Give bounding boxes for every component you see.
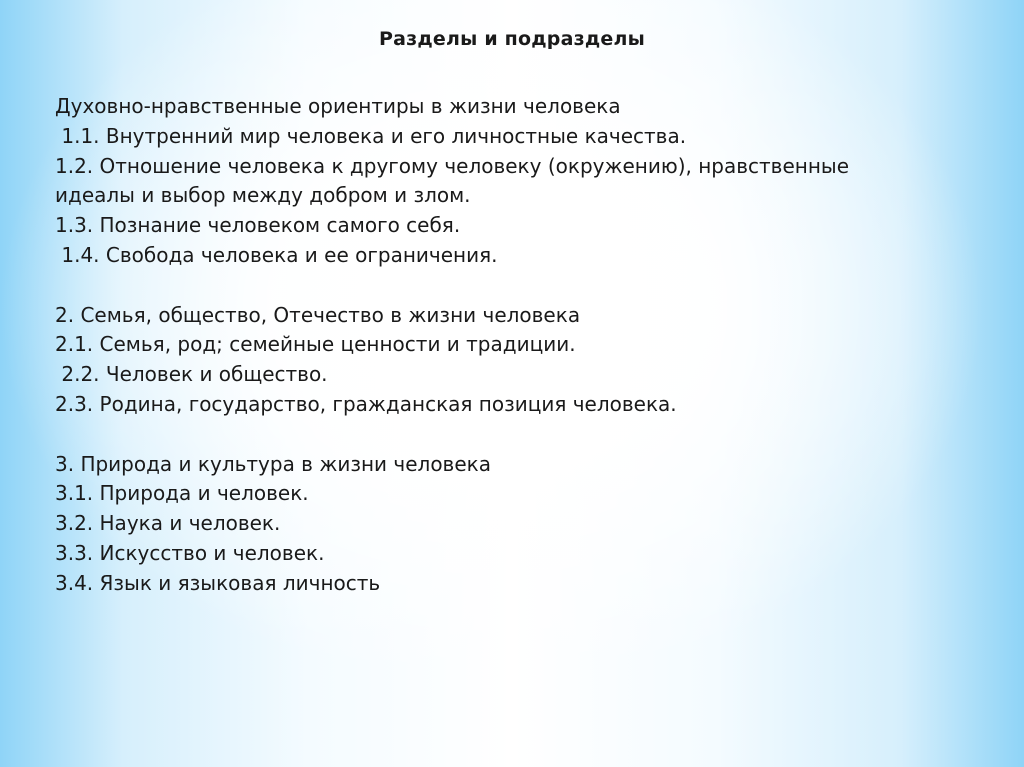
subsection-item: 1.1. Внутренний мир человека и его личностные качества.	[55, 123, 687, 148]
section-heading: 2. Семья, общество, Отечество в жизни человека	[55, 302, 581, 327]
subsection-item: 2.2. Человек и общество.	[55, 362, 328, 387]
subsection-item: 3.4. Язык и языковая личность	[55, 570, 381, 595]
section-spacer	[55, 271, 985, 301]
slide-title: Разделы и подразделы	[379, 28, 645, 50]
section-2	[55, 301, 985, 420]
subsection-item: 1.3. Познание человеком самого себя.	[55, 213, 461, 238]
section-heading: 3. Природа и культура в жизни человека	[55, 451, 491, 476]
sections-list	[55, 92, 985, 599]
subsection-item-continuation: идеалы и выбор между добром и злом.	[55, 183, 471, 208]
subsection-item: 3.2. Наука и человек.	[55, 511, 281, 536]
section-1	[55, 92, 985, 271]
section-3	[55, 450, 985, 599]
section-spacer	[55, 420, 985, 450]
subsection-item: 1.2. Отношение человека к другому человеку (окружению), нравственные	[55, 153, 850, 178]
subsection-item: 2.1. Семья, род; семейные ценности и традиции.	[55, 332, 576, 357]
subsection-item: 3.3. Искусство и человек.	[55, 540, 325, 565]
subsection-item: 2.3. Родина, государство, гражданская позиция человека.	[55, 391, 677, 416]
subsection-item: 1.4. Свобода человека и ее ограничения.	[55, 242, 498, 267]
subsection-item: 3.1. Природа и человек.	[55, 481, 309, 506]
section-heading: Духовно-нравственные ориентиры в жизни человека	[55, 94, 621, 118]
